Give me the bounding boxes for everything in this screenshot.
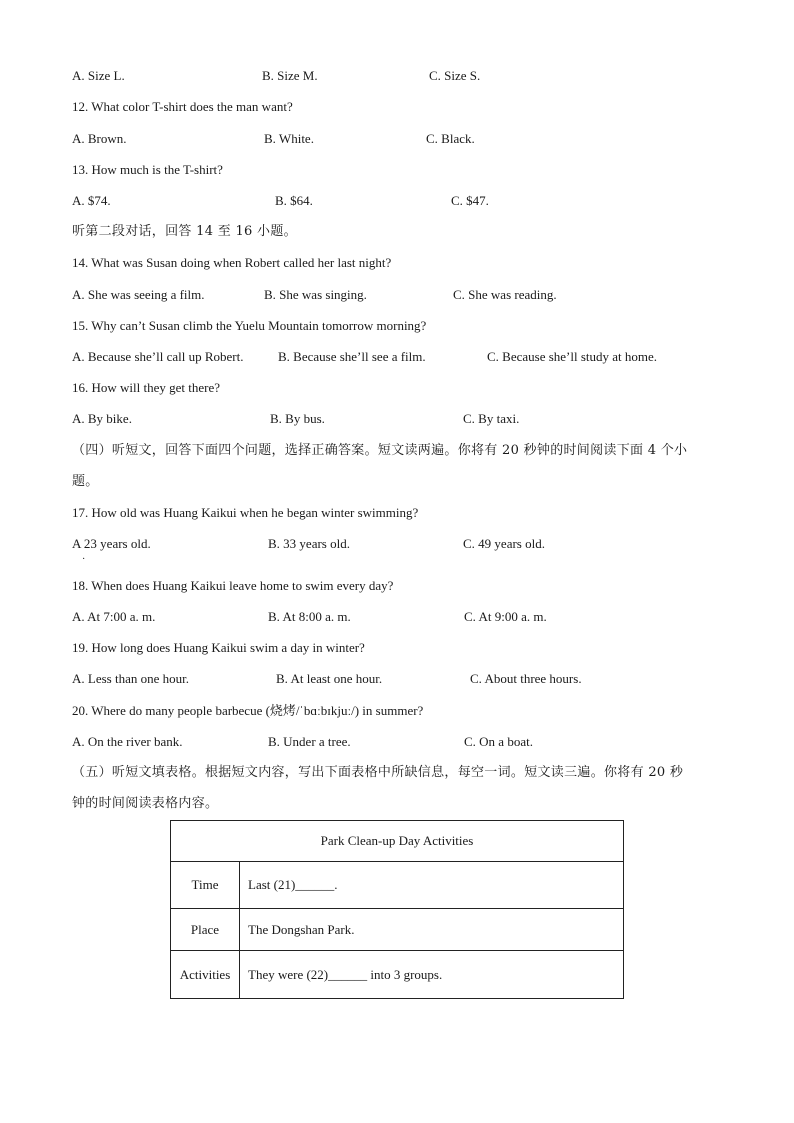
activities-table	[170, 820, 624, 999]
q17-option-b: B. 33 years old.	[268, 536, 350, 551]
q15-option-b: B. Because she’ll see a film.	[278, 349, 426, 364]
q16-option-b: B. By bus.	[270, 411, 325, 426]
q18-option-c: C. At 9:00 a. m.	[464, 609, 547, 624]
q15-question: 15. Why can’t Susan climb the Yuelu Mountain tomorrow morning?	[72, 318, 427, 333]
q14-option-c: C. She was reading.	[453, 287, 557, 302]
q13-option-c: C. $47.	[451, 193, 489, 208]
q19-option-b: B. At least one hour.	[276, 671, 383, 686]
q15-option-a: A. Because she’ll call up Robert.	[72, 349, 244, 364]
q13-option-b: B. $64.	[275, 193, 313, 208]
q13-question: 13. How much is the T-shirt?	[72, 162, 223, 177]
q18-option-b: B. At 8:00 a. m.	[268, 609, 351, 624]
q18-option-a: A. At 7:00 a. m.	[72, 609, 156, 624]
table-row	[171, 951, 624, 999]
q17-question: 17. How old was Huang Kaikui when he began winter swimming?	[72, 505, 419, 520]
q19-option-c: C. About three hours.	[470, 671, 582, 686]
section4-instruction-line2: 题。	[72, 474, 99, 489]
q14-option-b: B. She was singing.	[264, 287, 367, 302]
q17-option-a: A 23 years old.	[72, 536, 151, 551]
q20-option-b: B. Under a tree.	[268, 734, 351, 749]
table-row-value: The Dongshan Park.	[240, 909, 624, 951]
q12-question: 12. What color T-shirt does the man want?	[72, 99, 293, 114]
table-row	[171, 862, 624, 909]
table-row-value: Last (21)______.	[240, 862, 624, 909]
q20-option-c: C. On a boat.	[464, 734, 533, 749]
table-row-key: Place	[171, 909, 240, 951]
q18-question: 18. When does Huang Kaikui leave home to swim every day?	[72, 578, 394, 593]
q16-question: 16. How will they get there?	[72, 380, 221, 395]
q14-question: 14. What was Susan doing when Robert called her last night?	[72, 255, 392, 270]
section4-instruction-line1: （四）听短文，回答下面四个问题，选择正确答案。短文读两遍。你将有 20 秒钟的时间阅读下面 4 个小	[72, 443, 688, 458]
table-row	[171, 909, 624, 951]
table-title: Park Clean-up Day Activities	[171, 821, 624, 862]
q11-option-c: C. Size S.	[429, 68, 481, 83]
q20-question: 20. Where do many people barbecue (烧烤/ˈbɑːbɪkjuː/) in summer?	[72, 703, 424, 718]
section5-instruction-line1: （五）听短文填表格。根据短文内容，写出下面表格中所缺信息，每空一词。短文读三遍。你将有 20 秒	[72, 765, 684, 780]
q13-option-a: A. $74.	[72, 193, 111, 208]
q12-option-a: A. Brown.	[72, 131, 127, 146]
q11-option-b: B. Size M.	[262, 68, 318, 83]
q19-option-a: A. Less than one hour.	[72, 671, 189, 686]
q17-stray-dot: ·	[82, 554, 86, 565]
q16-option-c: C. By taxi.	[463, 411, 520, 426]
q12-option-c: C. Black.	[426, 131, 475, 146]
q19-question: 19. How long does Huang Kaikui swim a day in winter?	[72, 640, 365, 655]
table-row-value: They were (22)______ into 3 groups.	[240, 951, 624, 999]
q17-option-c: C. 49 years old.	[463, 536, 545, 551]
section5-instruction-line2: 钟的时间阅读表格内容。	[72, 796, 219, 811]
table-row-key: Activities	[171, 951, 240, 999]
q11-option-a: A. Size L.	[72, 68, 125, 83]
q20-option-a: A. On the river bank.	[72, 734, 183, 749]
q15-option-c: C. Because she’ll study at home.	[487, 349, 658, 364]
table-row-key: Time	[171, 862, 240, 909]
section-dialog2-heading: 听第二段对话，回答 14 至 16 小题。	[72, 224, 297, 239]
q14-option-a: A. She was seeing a film.	[72, 287, 205, 302]
q12-option-b: B. White.	[264, 131, 314, 146]
q16-option-a: A. By bike.	[72, 411, 132, 426]
